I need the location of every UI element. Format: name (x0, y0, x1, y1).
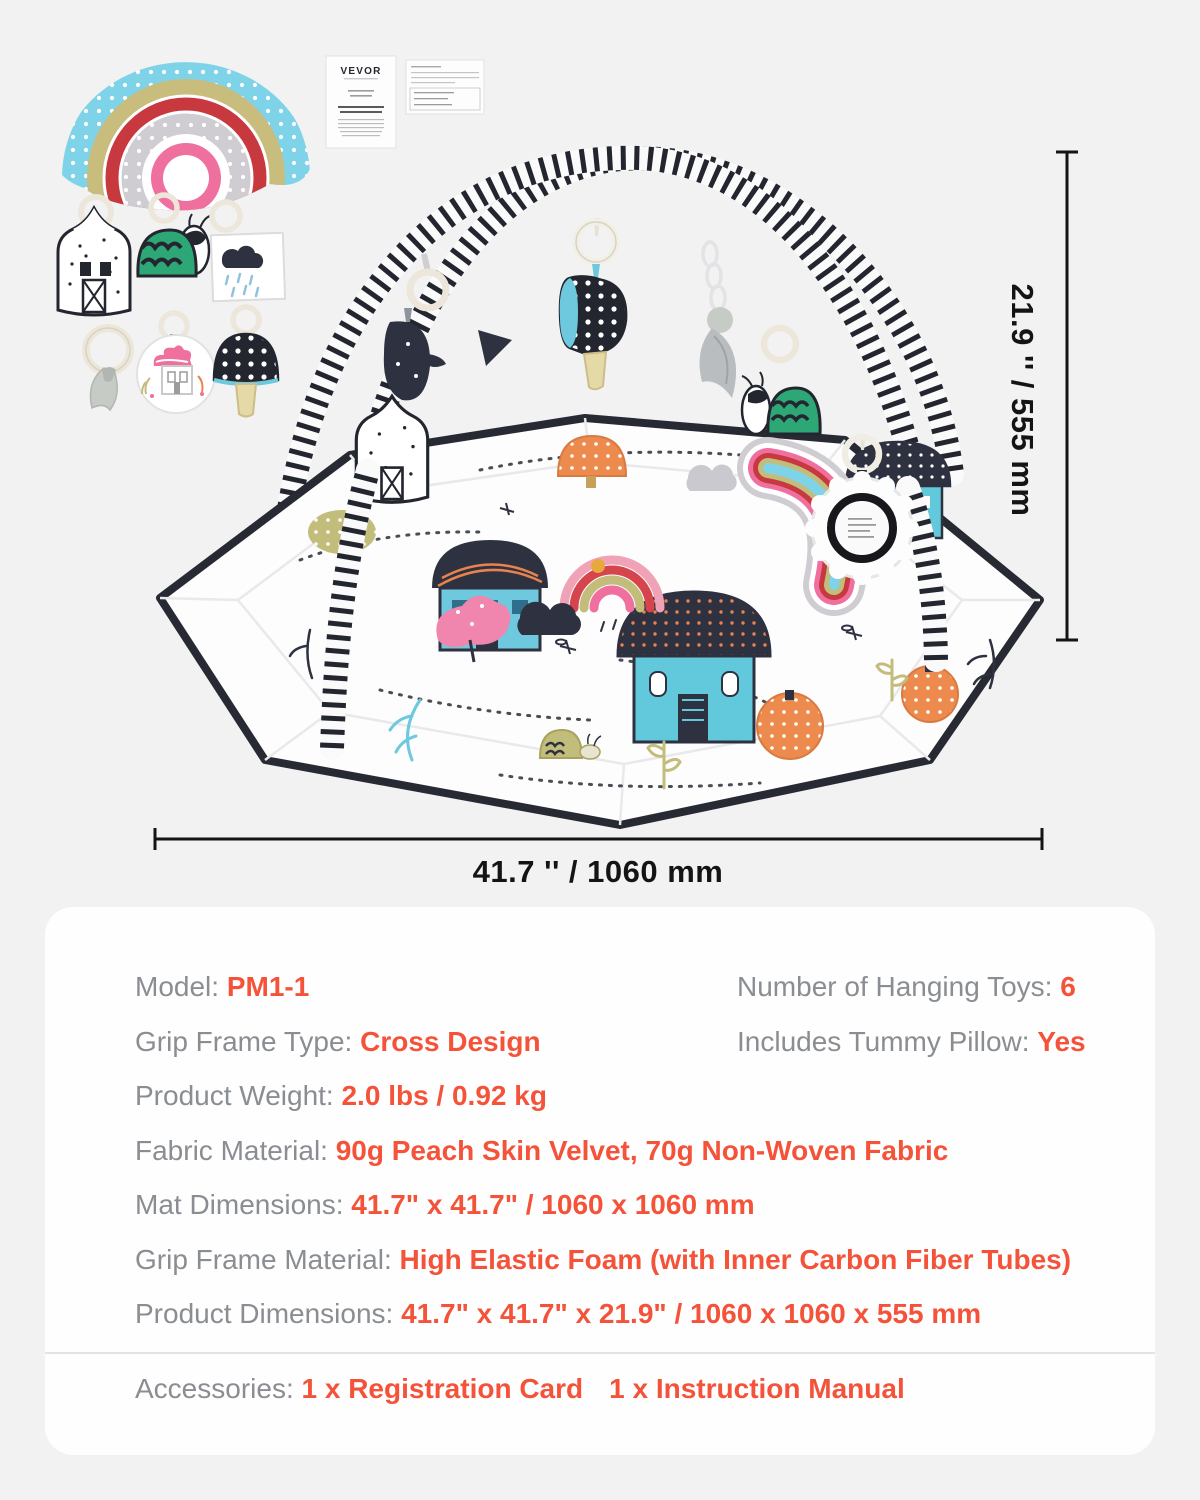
registration-card (406, 60, 484, 114)
spec-value-accessory-1: 1 x Registration Card (301, 1372, 584, 1404)
spec-value-frame-material: High Elastic Foam (with Inner Carbon Fiber Tubes) (399, 1243, 1072, 1275)
height-dimension-line (1056, 152, 1078, 640)
spec-row-accessories (45, 1362, 1155, 1417)
spec-label-grip-frame-type: Grip Frame Type: (135, 1025, 361, 1057)
toy-house (58, 197, 130, 315)
spec-label-model: Model: (135, 971, 227, 1002)
spec-row-product-dimensions (45, 1287, 1155, 1342)
spec-value-mat-dimensions: 41.7" x 41.7" / 1060 x 1060 mm (351, 1189, 755, 1220)
spec-value-grip-frame-type: Cross Design (360, 1025, 541, 1057)
spec-row-weight (45, 1069, 1155, 1124)
toy-teether-ring (86, 328, 130, 410)
spec-value-model: PM1-1 (226, 971, 310, 1002)
toy-mushroom (214, 307, 278, 417)
hanging-toy-mushroom (560, 218, 626, 389)
hanging-toys-set (58, 195, 285, 417)
spec-value-hanging-toys: 6 (1060, 971, 1076, 1002)
spec-divider (45, 1352, 1155, 1354)
spec-value-weight: 2.0 lbs / 0.92 kg (341, 1080, 547, 1111)
spec-row-frame-material (45, 1233, 1155, 1288)
manual-brand-text: VEVOR (340, 66, 382, 77)
width-dimension-line (155, 828, 1042, 850)
doodle-mushroom-house (618, 592, 770, 742)
spec-label-accessories: Accessories: (135, 1372, 302, 1404)
toy-house-disc (137, 313, 215, 413)
spec-card (45, 907, 1155, 1455)
hanging-toy-gray-bird (700, 242, 737, 398)
spec-label-tummy-pillow: Includes Tummy Pillow: (737, 1025, 1038, 1057)
spec-label-hanging-toys: Number of Hanging Toys: (737, 971, 1061, 1002)
spec-row-fabric (45, 1124, 1155, 1179)
spec-row-model-toys (45, 960, 1155, 1015)
spec-value-accessory-2: 1 x Instruction Manual (609, 1372, 905, 1404)
spec-row-frame-pillow (45, 1015, 1155, 1070)
toy-cloud-book (211, 202, 285, 301)
height-dimension-label: 21.9 '' / 555 mm (1005, 283, 1040, 517)
spec-label-fabric: Fabric Material: (135, 1134, 336, 1166)
spec-label-mat-dimensions: Mat Dimensions: (135, 1189, 352, 1220)
instruction-manual (326, 56, 396, 148)
doodle-sun-dot (591, 559, 605, 573)
hanging-pennant-tag (478, 330, 512, 366)
spec-label-weight: Product Weight: (135, 1080, 342, 1111)
spec-row-mat-dimensions (45, 1178, 1155, 1233)
spec-value-fabric: 90g Peach Skin Velvet, 70g Non-Woven Fabric (335, 1134, 949, 1166)
hanging-toy-snail (742, 328, 820, 434)
spec-label-frame-material: Grip Frame Material: (135, 1243, 400, 1275)
spec-value-product-dimensions: 41.7" x 41.7" x 21.9" / 1060 x 1060 x 555 mm (401, 1298, 982, 1329)
spec-label-product-dimensions: Product Dimensions: (135, 1298, 402, 1329)
width-dimension-label: 41.7 '' / 1060 mm (472, 854, 724, 889)
spec-value-tummy-pillow: Yes (1037, 1025, 1086, 1057)
